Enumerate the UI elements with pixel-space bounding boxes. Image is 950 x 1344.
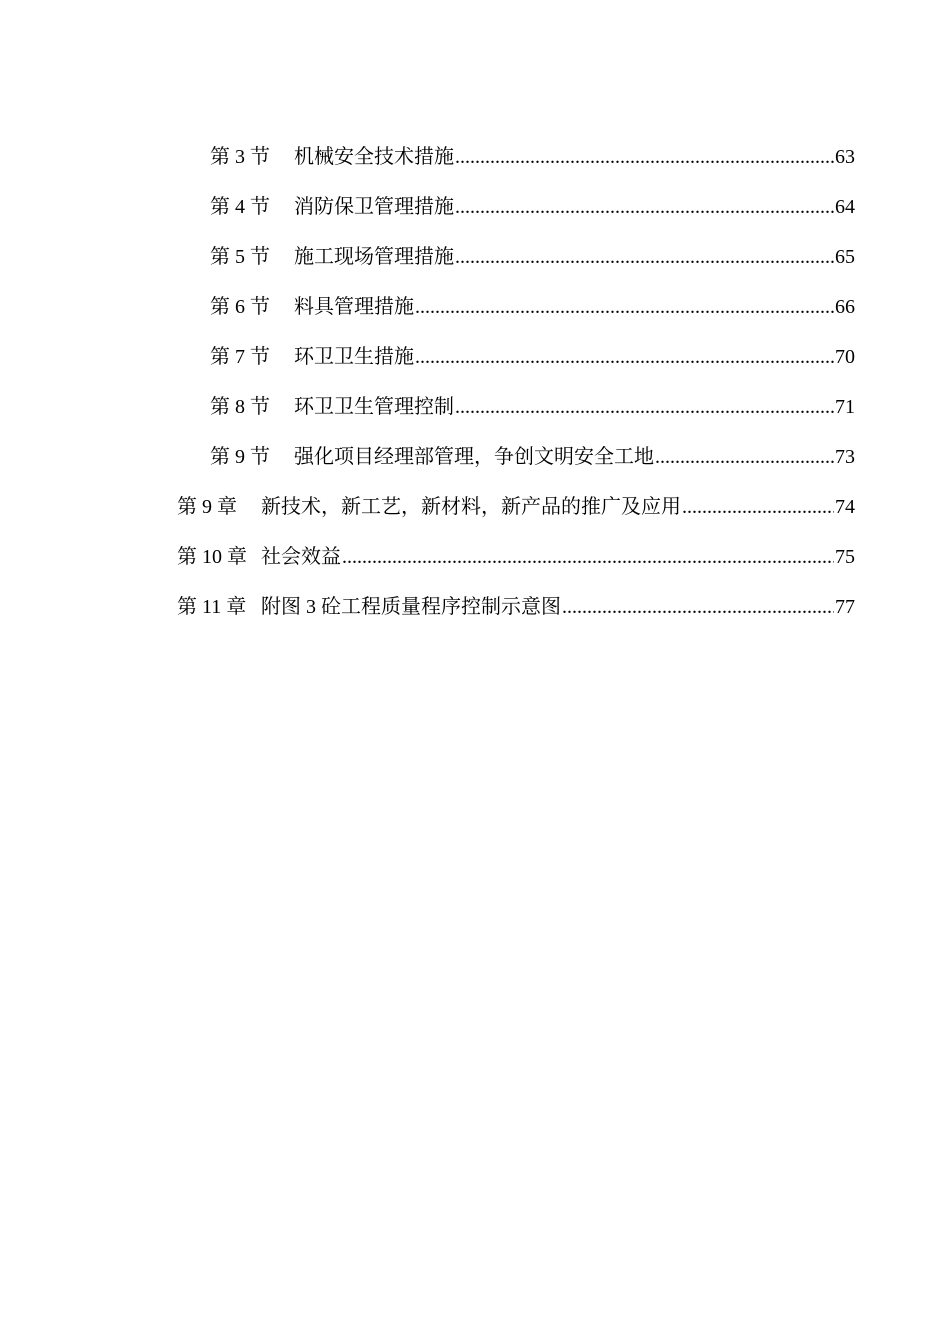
toc-entry-title: 社会效益 <box>261 546 341 568</box>
toc-entry-number: 第 3 节 <box>210 146 270 168</box>
toc-entry-number: 第 9 节 <box>210 446 270 468</box>
toc-entry-number: 第 9 章 <box>177 496 237 518</box>
toc-entry-title: 机械安全技术措施 <box>294 146 454 168</box>
toc-page-number: 63 <box>835 146 855 168</box>
toc-entry-number: 第 5 节 <box>210 246 270 268</box>
toc-page-number: 65 <box>835 246 855 268</box>
toc-leader-dots <box>342 544 834 570</box>
toc-entry-title: 强化项目经理部管理，争创文明安全工地 <box>294 446 654 468</box>
toc-entry-title: 料具管理措施 <box>294 296 414 318</box>
toc-entry-title: 施工现场管理措施 <box>294 246 454 268</box>
toc-leader-dots <box>682 494 834 520</box>
toc-leader-dots <box>415 294 834 320</box>
toc-entry[interactable] <box>0 232 950 282</box>
toc-entry[interactable] <box>0 382 950 432</box>
toc-leader-dots <box>455 144 834 170</box>
toc-entry-number: 第 6 节 <box>210 296 270 318</box>
toc-entry-title: 消防保卫管理措施 <box>294 196 454 218</box>
toc-page-number: 74 <box>835 496 855 518</box>
toc-leader-dots <box>562 594 834 620</box>
toc-entry-number: 第 8 节 <box>210 396 270 418</box>
toc-entry[interactable] <box>0 182 950 232</box>
toc-entry[interactable] <box>0 282 950 332</box>
toc-entry-number: 第 11 章 <box>177 596 247 618</box>
toc-page-number: 70 <box>835 346 855 368</box>
toc-page-number: 64 <box>835 196 855 218</box>
toc-entry-number: 第 7 节 <box>210 346 270 368</box>
toc-entry[interactable] <box>0 482 950 532</box>
toc-entry-title: 新技术，新工艺，新材料，新产品的推广及应用 <box>261 496 681 518</box>
toc-entry[interactable] <box>0 432 950 482</box>
toc-leader-dots <box>455 194 834 220</box>
toc-entry[interactable] <box>0 532 950 582</box>
toc-leader-dots <box>415 344 834 370</box>
toc-entry[interactable] <box>0 132 950 182</box>
toc-entry-number: 第 10 章 <box>177 546 247 568</box>
toc-leader-dots <box>455 244 834 270</box>
toc-entry[interactable] <box>0 582 950 632</box>
toc-entry-title: 环卫卫生措施 <box>294 346 414 368</box>
toc-page-number: 77 <box>835 596 855 618</box>
toc-page-number: 71 <box>835 396 855 418</box>
toc-page-number: 75 <box>835 546 855 568</box>
toc-page-number: 66 <box>835 296 855 318</box>
toc-entry-number: 第 4 节 <box>210 196 270 218</box>
table-of-contents <box>0 132 950 632</box>
toc-leader-dots <box>655 444 834 470</box>
toc-entry[interactable] <box>0 332 950 382</box>
toc-leader-dots <box>455 394 834 420</box>
toc-entry-title: 环卫卫生管理控制 <box>294 396 454 418</box>
toc-page-number: 73 <box>835 446 855 468</box>
toc-entry-title: 附图 3 砼工程质量程序控制示意图 <box>261 596 561 618</box>
